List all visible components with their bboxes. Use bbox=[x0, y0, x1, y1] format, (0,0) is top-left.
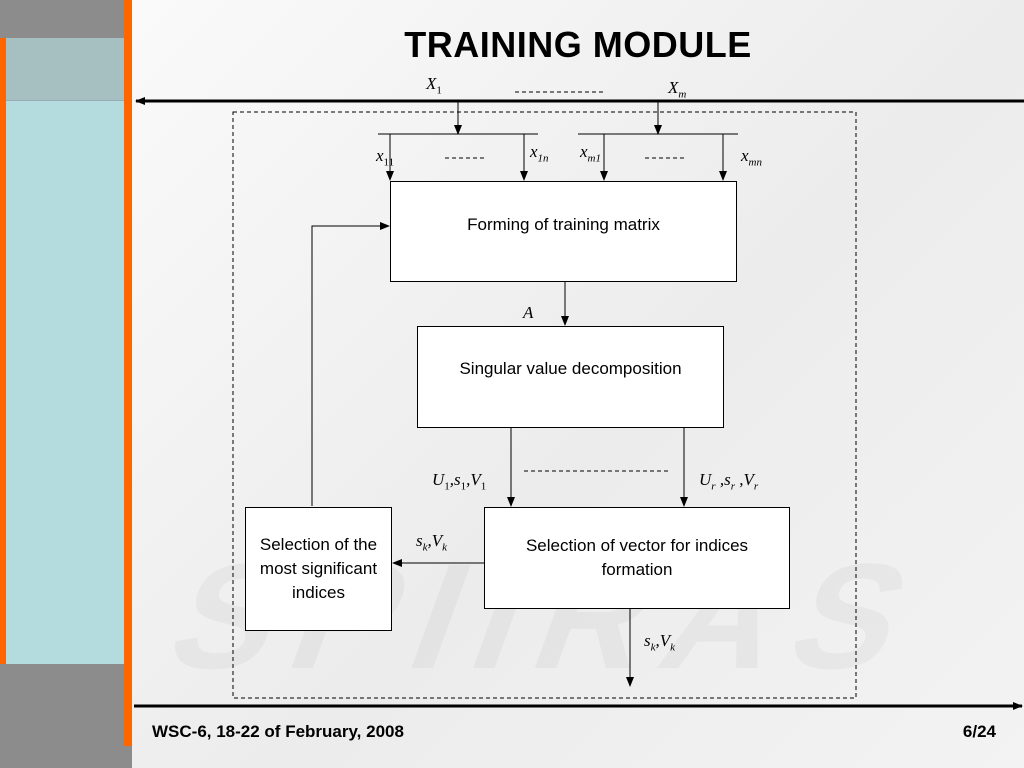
input-label-xmn: $x_{mn}$ bbox=[741, 146, 762, 169]
training-matrix-box bbox=[390, 181, 737, 282]
vector-selection-box bbox=[484, 507, 790, 609]
edge-label-sk-vk-output: $s_k,V_k$ bbox=[644, 631, 676, 654]
significant-indices-label: Selection of the most significant indices bbox=[259, 535, 378, 602]
input-label-x11: $x_{11}$ bbox=[376, 146, 395, 169]
vector-selection-label: Selection of vector for indices formation bbox=[525, 536, 749, 579]
slide-title: TRAINING MODULE bbox=[404, 24, 752, 65]
svd-box bbox=[417, 326, 724, 428]
edge-label-sk-vk-left: $s_k,V_k$ bbox=[416, 531, 448, 554]
edge-label-A: A bbox=[523, 303, 534, 322]
input-label-Xm: $X_m$ bbox=[668, 78, 687, 101]
significant-indices-box bbox=[245, 507, 392, 631]
footer-page-number: 6/24 bbox=[962, 722, 996, 741]
edge-label-u1-s1-v1: $U_1,s_1,V_1$ bbox=[432, 470, 487, 493]
input-label-xm1: $x_{m1}$ bbox=[580, 142, 601, 165]
edge-label-ur-sr-vr: $U_r$ $,s_r$ $,V_r$ bbox=[699, 470, 759, 493]
svd-label: Singular value decomposition bbox=[459, 359, 682, 378]
footer-conference: WSC-6, 18-22 of February, 2008 bbox=[152, 722, 404, 741]
input-label-x1n: $x_{1n}$ bbox=[530, 142, 549, 165]
training-matrix-label: Forming of training matrix bbox=[467, 215, 660, 234]
input-label-X1: $X_1$ bbox=[426, 74, 442, 97]
